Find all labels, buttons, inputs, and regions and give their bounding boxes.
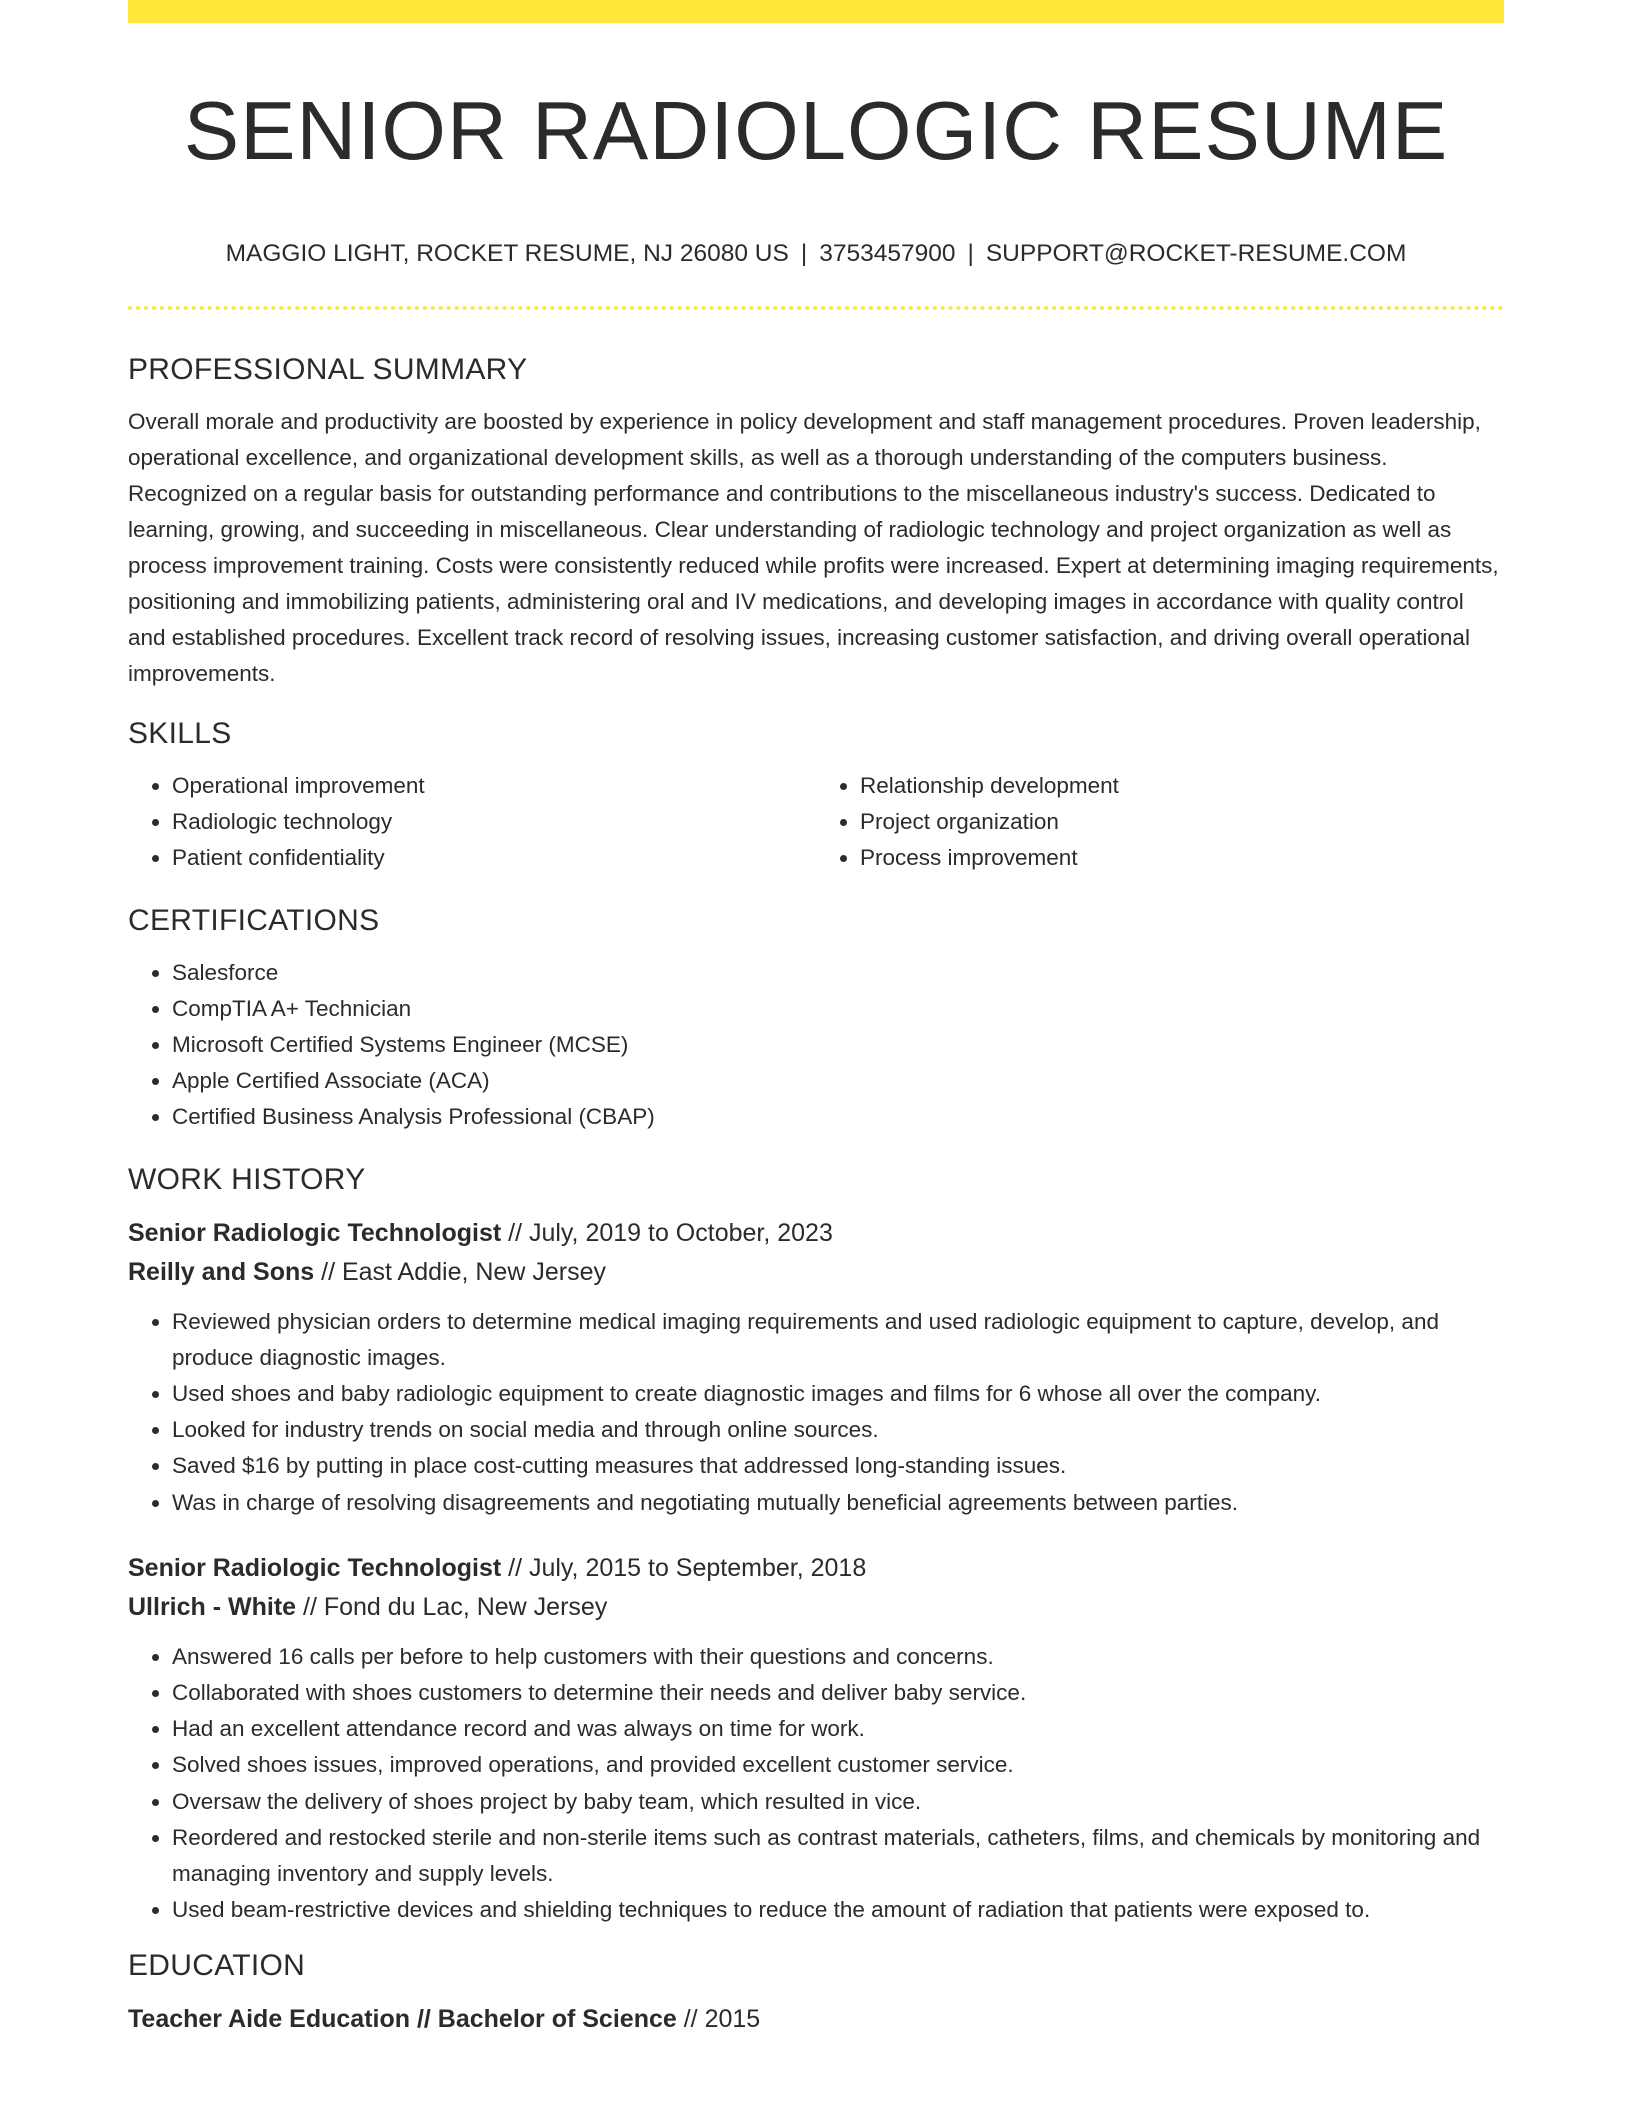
skill-item: • Patient confidentiality	[172, 840, 816, 876]
certifications-section	[128, 901, 1504, 1136]
job-title: Senior Radiologic Technologist	[128, 1218, 502, 1247]
job-company: Ullrich - White	[128, 1592, 297, 1621]
skill-item: • Radiologic technology	[172, 804, 816, 840]
top-accent-bar	[128, 0, 1504, 23]
skill-item: • Project organization	[860, 804, 1504, 840]
job-entry	[128, 1214, 1504, 1521]
job-company-line	[128, 1588, 1504, 1627]
contact-address: MAGGIO LIGHT, ROCKET RESUME, NJ 26080 US	[225, 240, 789, 267]
education-degree: Teacher Aide Education // Bachelor of Science	[128, 2005, 677, 2034]
certifications-heading: CERTIFICATIONS	[128, 903, 380, 937]
job-bullet: • Used shoes and baby radiologic equipment to create diagnostic images and films for 6 whose all over the company.	[172, 1376, 1504, 1412]
job-dates: // July, 2019 to October, 2023	[501, 1218, 833, 1247]
skills-section	[128, 714, 1504, 877]
certification-item: • CompTIA A+ Technician	[172, 991, 1504, 1027]
skills-grid	[128, 768, 1504, 877]
job-bullet: • Used beam-restrictive devices and shielding techniques to reduce the amount of radiation that patients were exposed to.	[172, 1892, 1504, 1928]
job-location: // East Addie, New Jersey	[314, 1257, 606, 1286]
summary-section	[128, 350, 1504, 692]
header-divider	[128, 306, 1504, 310]
job-bullet: • Reviewed physician orders to determine medical imaging requirements and used radiologic equipment to capture, develop, and produce diagnostic images.	[172, 1304, 1504, 1376]
certification-item: • Microsoft Certified Systems Engineer (MCSE)	[172, 1027, 1504, 1063]
education-section	[128, 1946, 1504, 2039]
resume-content	[128, 350, 1504, 2039]
education-year: // 2015	[676, 2005, 761, 2034]
certifications-list	[128, 955, 1504, 1136]
contact-line	[128, 236, 1504, 272]
skills-list-right	[816, 768, 1504, 877]
summary-text: Overall morale and productivity are boosted by experience in policy development and staff management procedures. Proven leadership, operational excellence, and organizational development skills, as well as a thorough understanding of the computers business. Recognized on a regular basis for outstanding performance and contributions to the miscellaneous industry's success. Dedicated to learning, growing, and succeeding in miscellaneous. Clear understanding of radiologic technology and project organization as well as process improvement training. Costs were consistently reduced while profits were increased. Expert at determining imaging requirements, positioning and immobilizing patients, administering oral and IV medications, and developing images in accordance with quality control and established procedures. Excellent track record of resolving issues, increasing customer satisfaction, and driving overall operational improvements.	[128, 409, 1499, 686]
job-bullet: • Solved shoes issues, improved operations, and provided excellent customer service.	[172, 1747, 1504, 1783]
job-bullets	[128, 1304, 1504, 1521]
job-bullet: • Looked for industry trends on social media and through online sources.	[172, 1412, 1504, 1448]
job-title-line	[128, 1214, 1504, 1253]
job-bullet: • Answered 16 calls per before to help customers with their questions and concerns.	[172, 1639, 1504, 1675]
job-bullets	[128, 1639, 1504, 1929]
skill-item: • Relationship development	[860, 768, 1504, 804]
education-entry	[128, 2000, 1504, 2039]
work-history-section	[128, 1160, 1504, 1929]
contact-email[interactable]: SUPPORT@ROCKET-RESUME.COM	[985, 240, 1407, 267]
skills-heading: SKILLS	[128, 717, 232, 750]
certification-item: • Apple Certified Associate (ACA)	[172, 1063, 1504, 1099]
contact-separator: |	[967, 240, 974, 267]
job-bullet: • Was in charge of resolving disagreements and negotiating mutually beneficial agreements between parties.	[172, 1485, 1504, 1521]
certification-item: • Certified Business Analysis Professional (CBAP)	[172, 1099, 1504, 1135]
page-title: SENIOR RADIOLOGIC RESUME	[183, 84, 1449, 177]
job-dates: // July, 2015 to September, 2018	[501, 1553, 867, 1582]
job-title-line	[128, 1549, 1504, 1588]
skills-list-left	[128, 768, 816, 877]
summary-heading: PROFESSIONAL SUMMARY	[128, 353, 528, 386]
job-bullet: • Collaborated with shoes customers to determine their needs and deliver baby service.	[172, 1675, 1504, 1711]
job-company-line	[128, 1253, 1504, 1292]
job-bullet: • Saved $16 by putting in place cost-cutting measures that addressed long-standing issues.	[172, 1448, 1504, 1484]
job-company: Reilly and Sons	[128, 1257, 315, 1286]
contact-separator: |	[800, 240, 808, 267]
skill-item: • Process improvement	[860, 840, 1504, 876]
skill-item: • Operational improvement	[172, 768, 816, 804]
certification-item: • Salesforce	[172, 955, 1504, 991]
job-entry	[128, 1549, 1504, 1929]
contact-phone[interactable]: 3753457900	[819, 240, 956, 267]
job-bullet: • Oversaw the delivery of shoes project by baby team, which resulted in vice.	[172, 1784, 1504, 1820]
job-title: Senior Radiologic Technologist	[128, 1553, 502, 1582]
job-location: // Fond du Lac, New Jersey	[296, 1592, 608, 1621]
job-bullet: • Had an excellent attendance record and was always on time for work.	[172, 1711, 1504, 1747]
education-heading: EDUCATION	[128, 1949, 306, 1983]
job-bullet: • Reordered and restocked sterile and non-sterile items such as contrast materials, catheters, films, and chemicals by monitoring and managing inventory and supply levels.	[172, 1820, 1504, 1892]
work-history-heading: WORK HISTORY	[128, 1162, 366, 1196]
